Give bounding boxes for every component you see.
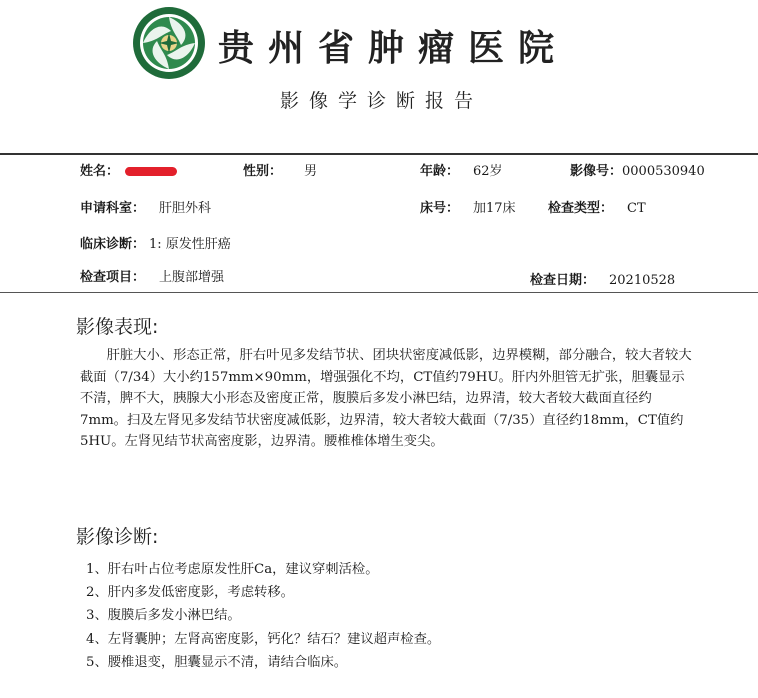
dept-label: 申请科室： xyxy=(80,201,146,216)
exam-date-value: 20210528 xyxy=(609,273,676,288)
clinical-dx-value: 1: 原发性肝癌 xyxy=(149,237,231,252)
gender-field xyxy=(243,160,317,179)
image-no-value: 0000530940 xyxy=(622,164,705,179)
exam-type-field xyxy=(548,197,646,216)
image-no-label: 影像号： xyxy=(570,164,623,179)
diagnosis-item: 4、左肾囊肿；左肾高密度影，钙化？结石？建议超声检查。 xyxy=(86,631,441,647)
gender-label: 性别： xyxy=(243,164,283,179)
exam-type-value: CT xyxy=(627,201,646,216)
diagnosis-item: 1、肝右叶占位考虑原发性肝Ca，建议穿刺活检。 xyxy=(86,562,379,577)
age-field xyxy=(420,160,503,179)
exam-type-label: 检查类型： xyxy=(548,201,614,216)
patient-name-redaction xyxy=(125,167,177,176)
hospital-name: 贵州省肿瘤医院 xyxy=(218,28,569,69)
age-value: 62岁 xyxy=(473,164,503,179)
gender-value: 男 xyxy=(304,164,318,179)
exam-date-label: 检查日期： xyxy=(530,273,596,288)
clinical-dx-label: 临床诊断： xyxy=(80,237,146,252)
diagnosis-title: 影像诊断: xyxy=(76,526,159,548)
diagnosis-list xyxy=(86,558,440,674)
exam-item-label: 检查项目： xyxy=(80,270,146,285)
exam-item-value: 上腹部增强 xyxy=(159,270,225,285)
dept-value: 肝胆外科 xyxy=(159,201,212,216)
age-label: 年龄： xyxy=(420,164,460,179)
dept-field xyxy=(80,197,211,216)
exam-date-field xyxy=(530,269,675,288)
clinical-dx-field xyxy=(80,233,231,252)
patient-name-label: 姓名： xyxy=(80,164,120,179)
info-divider xyxy=(0,292,758,293)
patient-name-field xyxy=(80,160,177,179)
image-no-field xyxy=(570,160,705,179)
diagnosis-item: 5、腰椎退变，胆囊显示不清，请结合临床。 xyxy=(86,654,348,670)
bed-label: 床号： xyxy=(420,201,460,216)
bed-value: 加17床 xyxy=(473,201,516,216)
findings-text: 肝脏大小、形态正常，肝右叶见多发结节状、团块状密度减低影，边界模糊，部分融合，较大者较大截面（7/34）大小约157mm×90mm，增强强化不均，CT值约79HU。肝内外胆管无扩张，胆囊显示不清，脾不大，胰腺大小形态及密度正常，腹膜后多发小淋巴结，边界清，较大者较大截面直径约7mm。扫及左肾见多发结节状密度减低影，边界清，较大者较大截面（7/35）直径约18mm，CT值约5HU。左肾见结节状高密度影，边界清。腰椎椎体增生变尖。 xyxy=(80,348,692,449)
hospital-logo xyxy=(131,5,207,81)
diagnosis-item: 2、肝内多发低密度影，考虑转移。 xyxy=(86,585,294,601)
diagnosis-item: 3、腹膜后多发小淋巴结。 xyxy=(86,608,241,624)
report-title: 影像学诊断报告 xyxy=(280,90,484,112)
bed-field xyxy=(420,197,516,216)
exam-item-field xyxy=(80,266,224,285)
findings-title: 影像表现: xyxy=(76,316,159,338)
header-divider xyxy=(0,153,758,155)
